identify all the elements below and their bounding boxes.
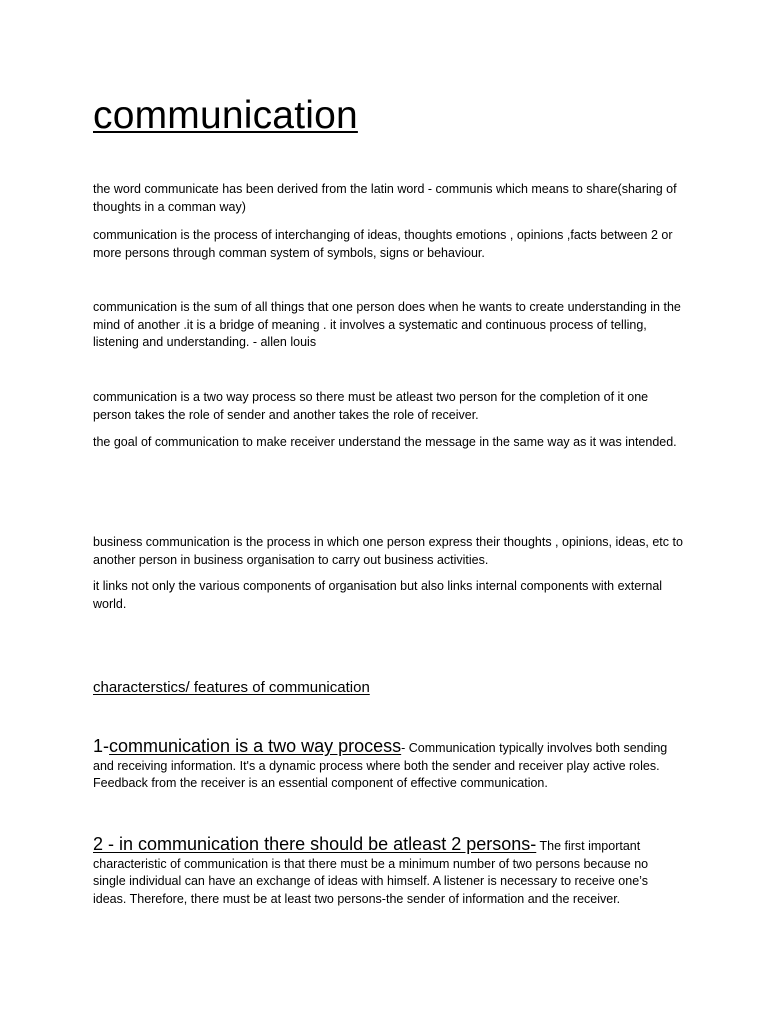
feature-item-2 <box>93 836 683 908</box>
paragraph-allen-louis-definition: communication is the sum of all things that one person does when he wants to create understanding in the mind of another .it is a bridge of meaning . it involves a systematic and continuous process of telling, listening and understanding. - allen louis <box>93 300 681 350</box>
page-title: communication <box>93 94 358 137</box>
paragraph-business-communication: business communication is the process in which one person express their thoughts , opinions, ideas, etc to another person in business organisation to carry out business activities. <box>93 535 683 567</box>
paragraph-two-way-process: communication is a two way process so there must be atleast two person for the completion of it one person takes the role of sender and another takes the role of receiver. <box>93 390 649 422</box>
feature-item-1 <box>93 738 683 793</box>
feature-2-heading: 2 - in communication there should be atleast 2 persons- <box>93 834 537 854</box>
section-heading: characterstics/ features of communication <box>93 679 370 696</box>
paragraph-etymology: the word communicate has been derived from the latin word - communis which means to share(sharing of thoughts in a comman way) <box>93 182 677 214</box>
feature-1-prefix: 1- <box>93 736 110 756</box>
feature-2-body: The first important characteristic of communication is that there must be a minimum number of two persons because no single individual can have an exchange of ideas with himself. A listener is necessary to receive one’s ideas. Therefore, there must be at least two persons-the sender of information and the receiver. <box>93 839 649 906</box>
paragraph-definition: communication is the process of interchanging of ideas, thoughts emotions , opinions ,facts between 2 or more persons through comman system of symbols, signs or behaviour. <box>93 228 673 260</box>
paragraph-goal: the goal of communication to make receiver understand the message in the same way as it was intended. <box>93 435 677 449</box>
feature-1-separator: - <box>401 741 409 755</box>
feature-1-body: Communication typically involves both sending and receiving information. It's a dynamic process where both the sender and receiver play active roles. Feedback from the receiver is an essential component of effective communication. <box>93 741 668 791</box>
feature-1-heading: communication is a two way process <box>109 736 402 756</box>
paragraph-links: it links not only the various components of organisation but also links internal components with external world. <box>93 579 663 611</box>
